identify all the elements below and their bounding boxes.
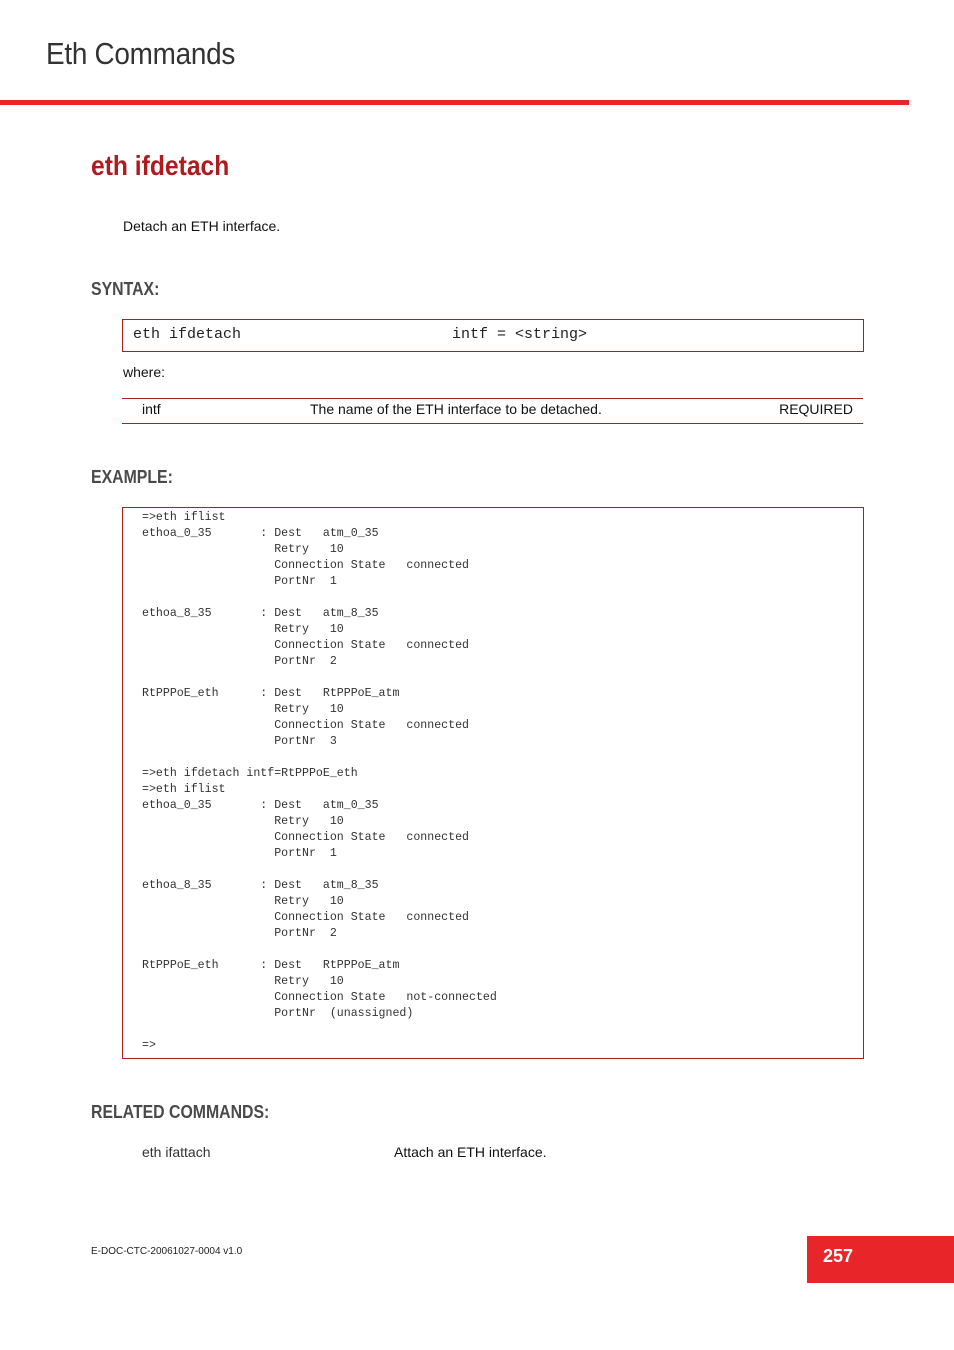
chapter-title: Eth Commands (46, 36, 236, 71)
example-box (122, 507, 864, 1059)
page-number: 257 (823, 1246, 854, 1266)
syntax-box (122, 319, 864, 352)
param-description: The name of the ETH interface to be detached. (310, 401, 602, 417)
related-command-link[interactable]: eth ifattach (142, 1144, 211, 1160)
where-label: where: (123, 364, 166, 380)
example-code: =>eth iflist ethoa_0_35 : Dest atm_0_35 Retry 10 Connection State connected PortNr 1 ethoa_8_35 : Dest atm_8_35 Retry 10 Connection State connected PortNr 2 RtPPPoE_eth : Dest RtPPPoE_atm Retry 10 Connection State connected PortNr 3 =>eth ifdetach intf=RtPPPoE_eth =>eth iflist ethoa_0_35 : Dest atm_0_35 Retry 10 Connection State connected PortNr 1 ethoa_8_35 : Dest atm_8_35 Retry 10 Connection State connected PortNr 2 RtPPPoE_eth : Dest RtPPPoE_atm Retry 10 Connection State not-connected PortNr (unassigned) => (142, 511, 497, 1052)
param-name: intf (142, 401, 161, 417)
syntax-argument: intf = <string> (452, 326, 588, 343)
example-heading: EXAMPLE: (91, 467, 173, 487)
command-title: eth ifdetach (91, 150, 230, 181)
related-heading: RELATED COMMANDS: (91, 1102, 270, 1122)
command-description: Detach an ETH interface. (123, 218, 281, 234)
syntax-command: eth ifdetach (133, 326, 242, 343)
document-id: E-DOC-CTC-20061027-0004 v1.0 (91, 1246, 243, 1257)
header-rule (0, 100, 909, 105)
syntax-heading: SYNTAX: (91, 279, 160, 299)
param-requirement: REQUIRED (779, 401, 853, 417)
page-number-badge (807, 1236, 954, 1283)
parameter-table (122, 398, 863, 424)
related-command-description: Attach an ETH interface. (394, 1144, 547, 1160)
